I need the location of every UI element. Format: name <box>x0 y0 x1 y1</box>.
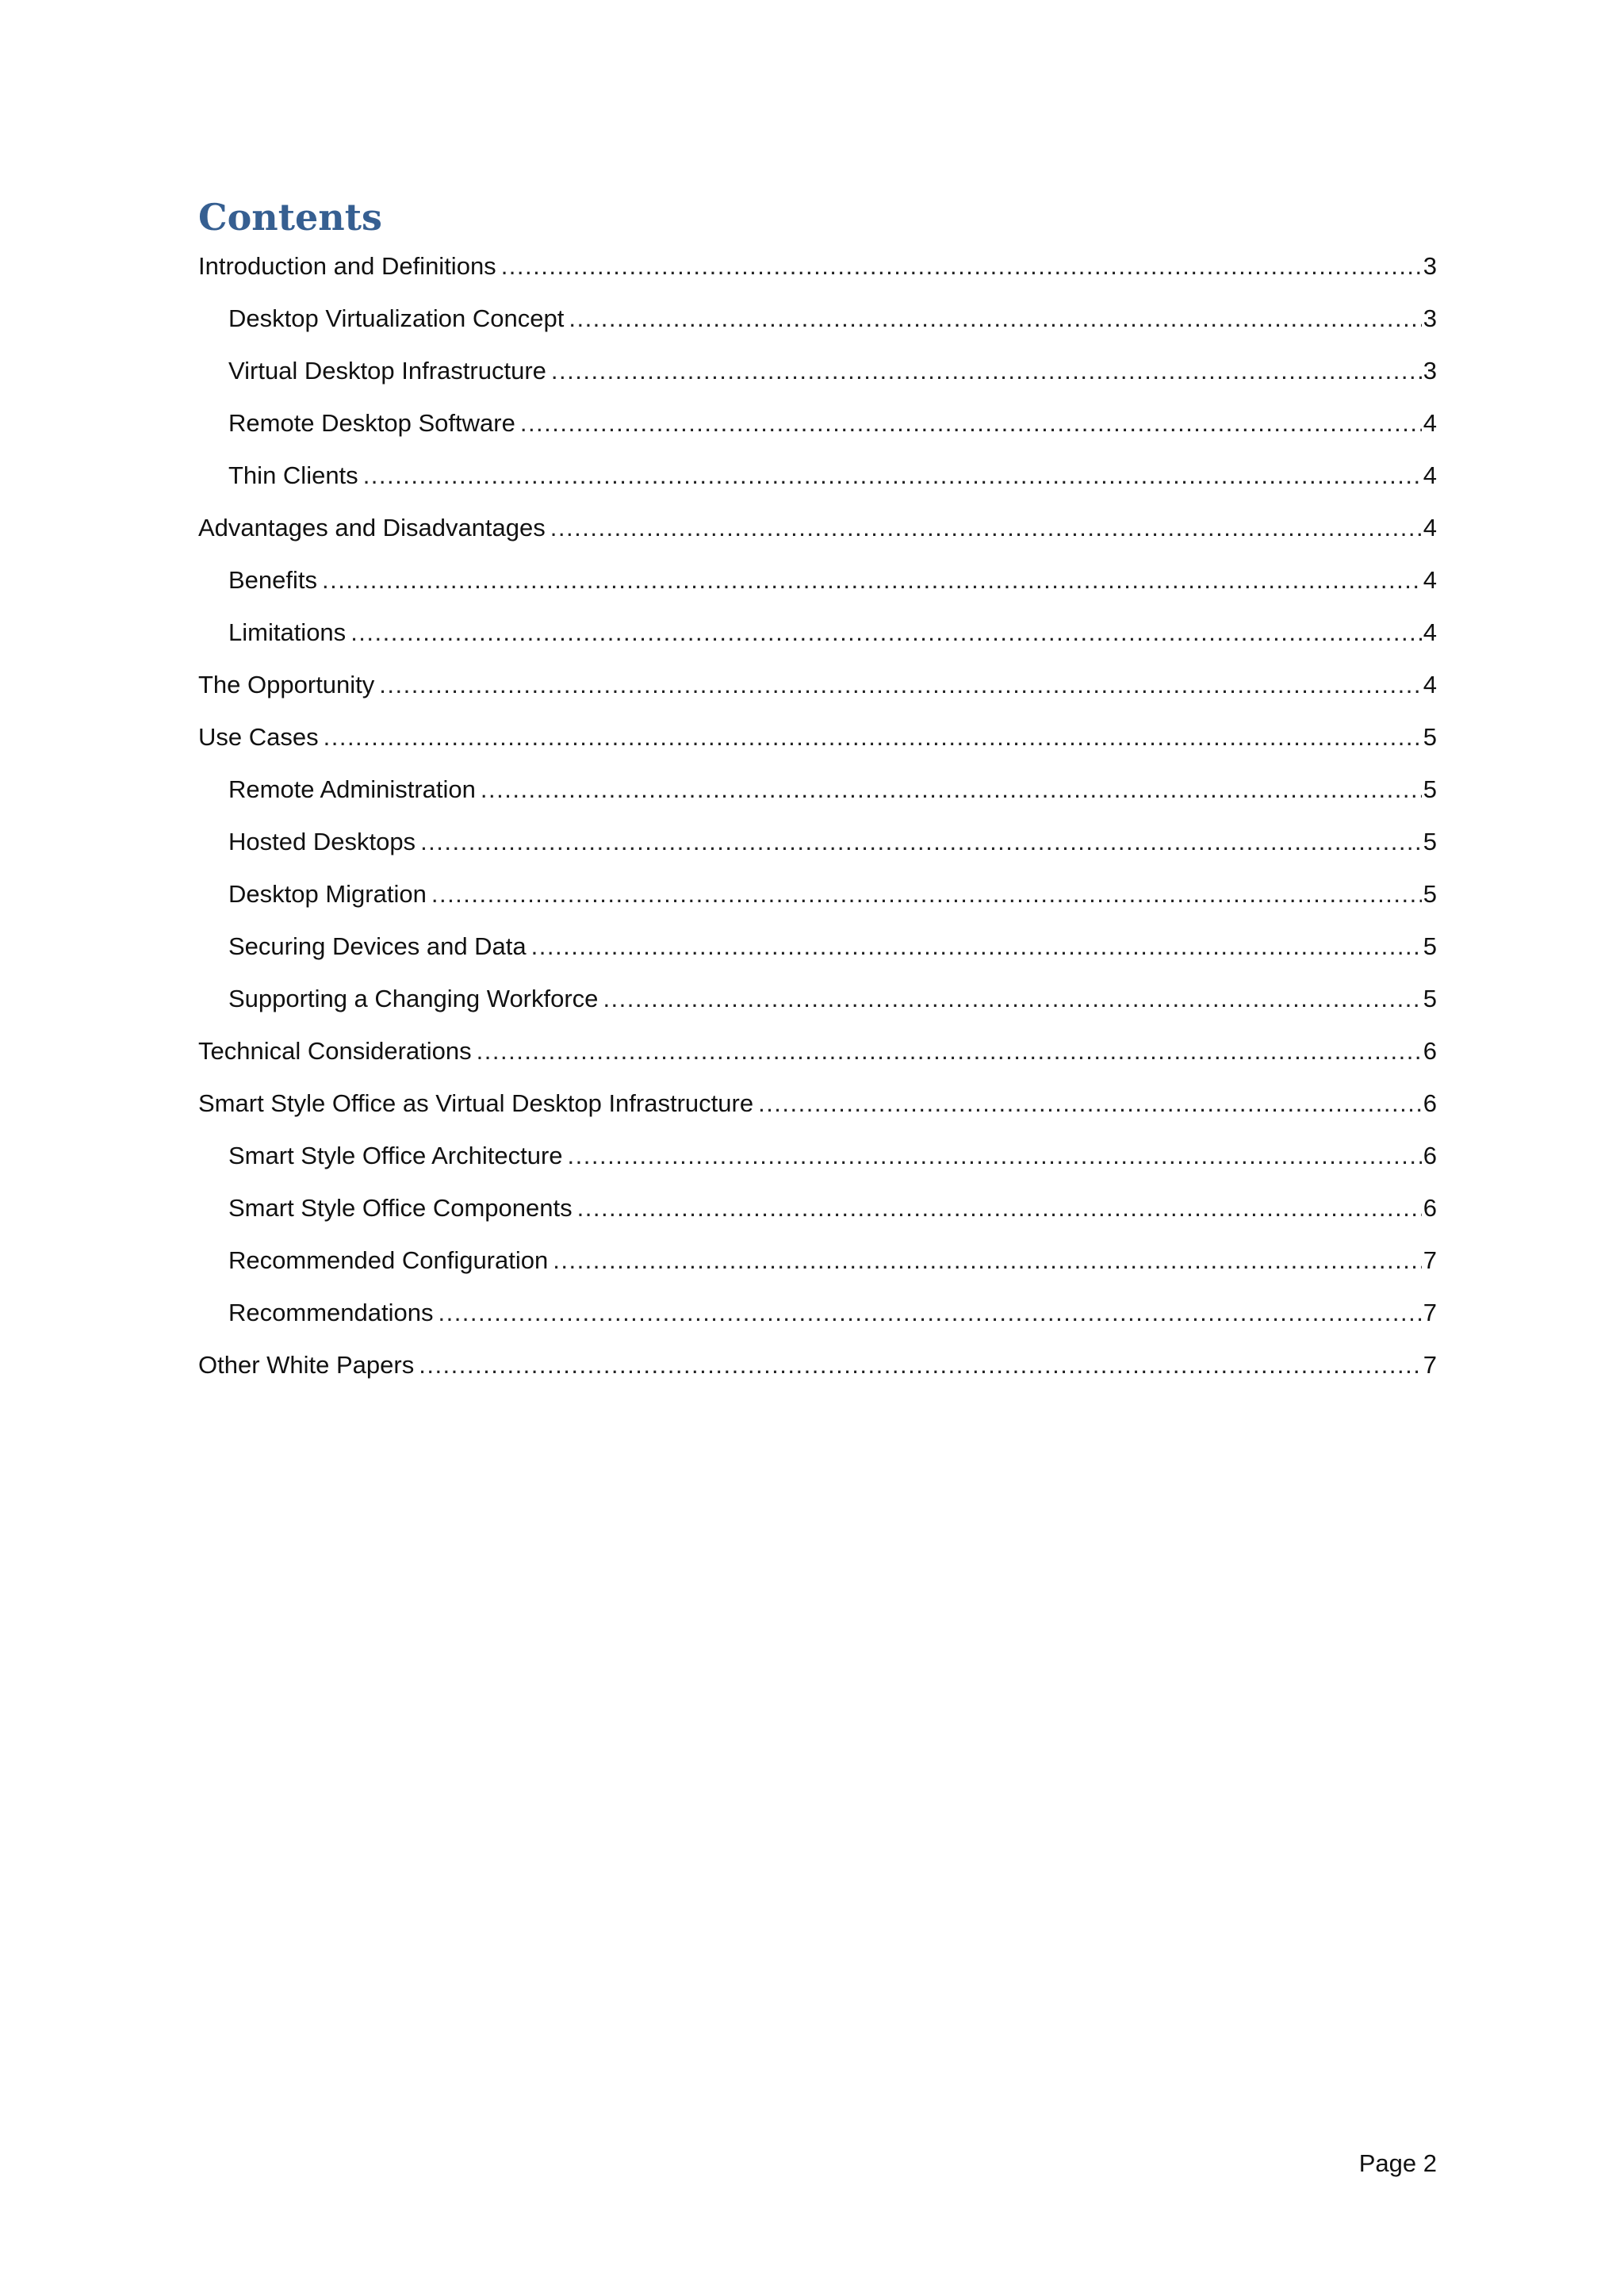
toc-page-number: 5 <box>1423 775 1437 803</box>
toc-dot-leader <box>322 557 1422 604</box>
toc-entry[interactable] <box>198 452 1437 504</box>
toc-page-number: 4 <box>1423 566 1437 594</box>
toc-entry-title: Advantages and Disadvantages <box>198 514 546 541</box>
toc-dot-leader <box>577 1184 1422 1232</box>
toc-dot-leader <box>420 818 1422 866</box>
toc-dot-leader <box>603 975 1421 1023</box>
table-of-contents <box>198 243 1437 1394</box>
toc-entry[interactable] <box>198 975 1437 1027</box>
toc-dot-leader <box>531 923 1422 970</box>
toc-dot-leader <box>551 347 1422 395</box>
toc-page-number: 4 <box>1423 514 1437 541</box>
toc-entry[interactable] <box>198 504 1437 557</box>
toc-entry-title: Hosted Desktops <box>228 828 416 855</box>
toc-dot-leader <box>569 295 1421 342</box>
toc-entry[interactable] <box>198 1184 1437 1237</box>
toc-page-number: 5 <box>1423 723 1437 751</box>
toc-page-number: 4 <box>1423 461 1437 489</box>
toc-page-number: 5 <box>1423 985 1437 1012</box>
toc-dot-leader <box>324 714 1422 761</box>
toc-entry-title: Supporting a Changing Workforce <box>228 985 599 1012</box>
toc-entry-title: Limitations <box>228 618 347 646</box>
toc-entry-title: Virtual Desktop Infrastructure <box>228 357 546 385</box>
toc-dot-leader <box>553 1237 1422 1284</box>
toc-entry-title: Desktop Migration <box>228 880 427 908</box>
toc-page-number: 6 <box>1423 1142 1437 1169</box>
toc-dot-leader <box>501 243 1422 290</box>
toc-page-number: 3 <box>1423 252 1437 280</box>
toc-entry-title: Smart Style Office as Virtual Desktop Infrastructure <box>198 1089 754 1117</box>
toc-page-number: 7 <box>1423 1299 1437 1326</box>
toc-entry-title: Remote Desktop Software <box>228 409 515 437</box>
toc-dot-leader <box>379 661 1421 709</box>
toc-page-number: 4 <box>1423 409 1437 437</box>
toc-entry-title: Benefits <box>228 566 318 594</box>
toc-entry[interactable] <box>198 1132 1437 1184</box>
toc-entry-title: Technical Considerations <box>198 1037 472 1065</box>
toc-entry[interactable] <box>198 1027 1437 1080</box>
toc-entry-title: The Opportunity <box>198 671 375 698</box>
toc-entry[interactable] <box>198 923 1437 975</box>
toc-entry[interactable] <box>198 818 1437 871</box>
toc-entry-title: Smart Style Office Architecture <box>228 1142 563 1169</box>
toc-dot-leader <box>431 871 1422 918</box>
toc-dot-leader <box>520 400 1422 447</box>
toc-dot-leader <box>350 609 1422 656</box>
toc-dot-leader <box>758 1080 1422 1127</box>
toc-entry[interactable] <box>198 1080 1437 1132</box>
toc-entry[interactable] <box>198 1289 1437 1341</box>
toc-page-number: 7 <box>1423 1246 1437 1274</box>
toc-dot-leader <box>438 1289 1421 1337</box>
toc-entry-title: Securing Devices and Data <box>228 932 527 960</box>
toc-entry[interactable] <box>198 1341 1437 1394</box>
toc-page-number: 7 <box>1423 1351 1437 1379</box>
toc-dot-leader <box>550 504 1422 552</box>
toc-entry-title: Other White Papers <box>198 1351 415 1379</box>
toc-entry[interactable] <box>198 347 1437 400</box>
toc-page-number: 4 <box>1423 671 1437 698</box>
toc-entry-title: Recommended Configuration <box>228 1246 549 1274</box>
contents-heading: Contents <box>198 196 382 239</box>
toc-page-number: 3 <box>1423 304 1437 332</box>
toc-entry-title: Recommendations <box>228 1299 434 1326</box>
toc-dot-leader <box>363 452 1422 499</box>
toc-page-number: 5 <box>1423 828 1437 855</box>
toc-page-number: 5 <box>1423 880 1437 908</box>
toc-entry-title: Use Cases <box>198 723 319 751</box>
toc-entry-title: Introduction and Definitions <box>198 252 496 280</box>
page-footer-number: Page 2 <box>1358 2149 1437 2177</box>
toc-entry[interactable] <box>198 609 1437 661</box>
toc-entry[interactable] <box>198 661 1437 714</box>
toc-page-number: 4 <box>1423 618 1437 646</box>
toc-entry[interactable] <box>198 1237 1437 1289</box>
toc-entry-title: Smart Style Office Components <box>228 1194 573 1222</box>
toc-dot-leader <box>419 1341 1422 1389</box>
toc-dot-leader <box>481 766 1422 813</box>
toc-page-number: 5 <box>1423 932 1437 960</box>
toc-dot-leader <box>568 1132 1422 1180</box>
toc-page-number: 3 <box>1423 357 1437 385</box>
toc-entry[interactable] <box>198 766 1437 818</box>
toc-page-number: 6 <box>1423 1089 1437 1117</box>
toc-entry-title: Thin Clients <box>228 461 358 489</box>
toc-page-number: 6 <box>1423 1194 1437 1222</box>
toc-dot-leader <box>477 1027 1422 1075</box>
toc-entry[interactable] <box>198 714 1437 766</box>
toc-entry[interactable] <box>198 295 1437 347</box>
toc-entry[interactable] <box>198 871 1437 923</box>
toc-entry[interactable] <box>198 557 1437 609</box>
toc-entry[interactable] <box>198 400 1437 452</box>
toc-entry-title: Remote Administration <box>228 775 476 803</box>
toc-entry-title: Desktop Virtualization Concept <box>228 304 565 332</box>
toc-entry[interactable] <box>198 243 1437 295</box>
toc-page-number: 6 <box>1423 1037 1437 1065</box>
